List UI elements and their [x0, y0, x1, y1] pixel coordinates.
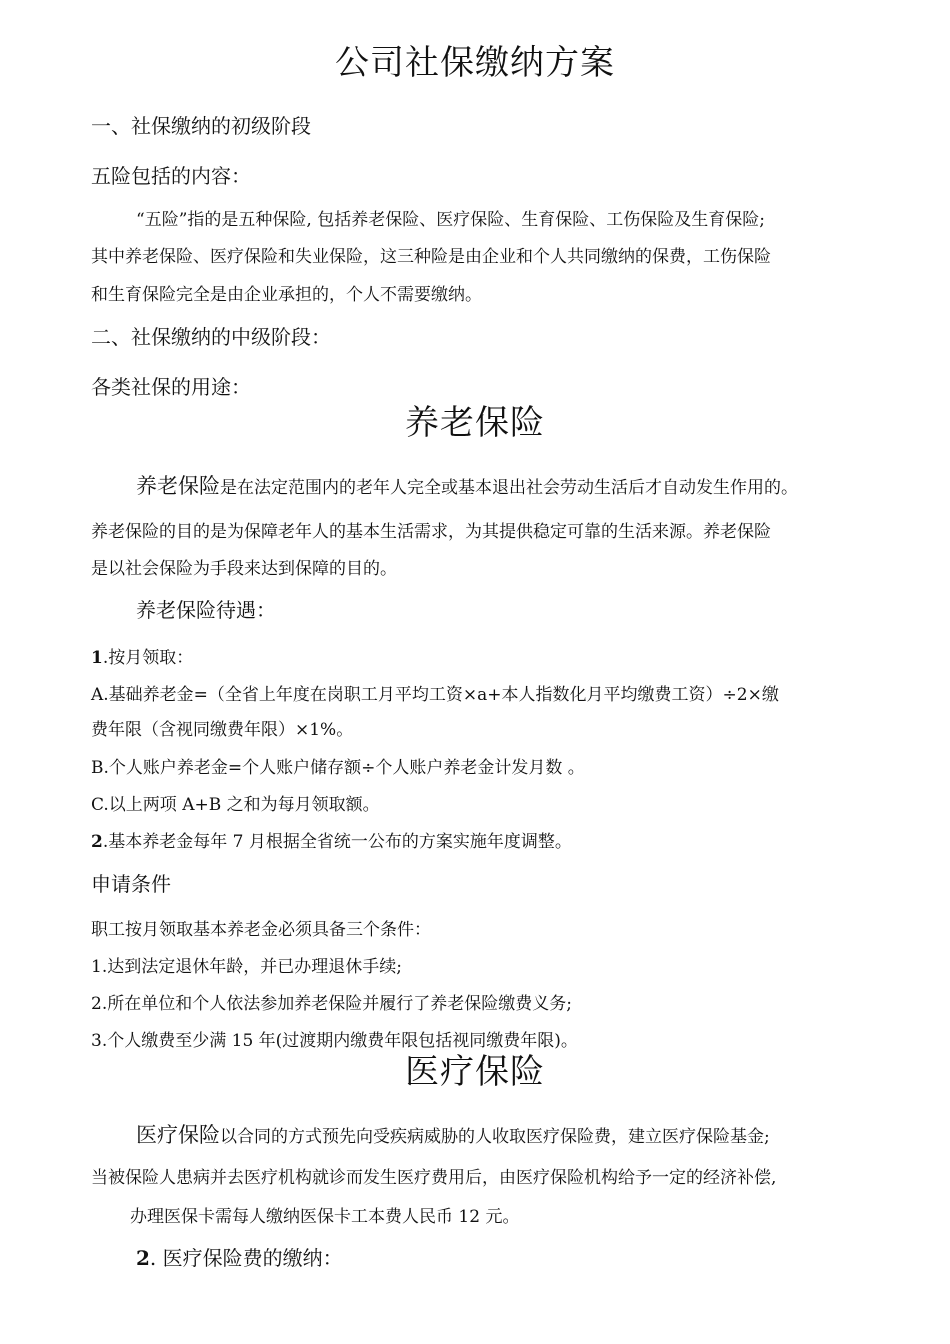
- five-insurances-line-2: 其中养老保险、医疗保险和失业保险，这三种险是由企业和个人共同缴纳的保费，工伤保险: [91, 247, 771, 267]
- page-title: 公司社保缴纳方案: [335, 43, 615, 83]
- pension-item-2-number: 2: [91, 832, 103, 852]
- conditions-heading: 申请条件: [91, 872, 171, 896]
- pension-formula-a-line-1: A.基础养老金=（全省上年度在岗职工月平均工资×a+本人指数化月平均缴费工资）÷2×缴: [91, 685, 779, 705]
- medical-section-title: 医疗保险: [405, 1052, 545, 1092]
- medical-item-2: [136, 1248, 343, 1268]
- section-2-heading: 二、社保缴纳的中级阶段：: [91, 325, 331, 349]
- pension-formula-a-line-2: 费年限（含视同缴费年限）×1%。: [91, 720, 354, 740]
- pension-lead-term: 养老保险: [136, 474, 220, 498]
- pension-item-1-text: .按月领取：: [102, 648, 194, 668]
- pension-para-line-2: 养老保险的目的是为保障老年人的基本生活需求，为其提供稳定可靠的生活来源。养老保险: [91, 522, 771, 542]
- condition-2: 2.所在单位和个人依法参加养老保险并履行了养老保险缴费义务;: [91, 994, 572, 1014]
- five-insurances-line-1: “五险”指的是五种保险, 包括养老保险、医疗保险、生育保险、工伤保险及生育保险;: [136, 210, 765, 230]
- conditions-intro: 职工按月领取基本养老金必须具备三个条件：: [91, 920, 431, 940]
- medical-para-line-2: 当被保险人患病并去医疗机构就诊而发生医疗费用后，由医疗保险机构给予一定的经济补偿,: [91, 1168, 777, 1188]
- medical-item-2-text: . 医疗保险费的缴纳：: [149, 1246, 343, 1270]
- pension-para-line-3: 是以社会保险为手段来达到保障的目的。: [91, 559, 397, 579]
- pension-item-1-number: 1: [91, 648, 103, 668]
- pension-item-2: [91, 834, 572, 851]
- pension-para-line-1: [136, 476, 798, 497]
- medical-para-line-3: 办理医保卡需每人缴纳医保卡工本费人民币 12 元。: [130, 1207, 520, 1227]
- pension-item-2-text: .基本养老金每年 7 月根据全省统一公布的方案实施年度调整。: [102, 832, 572, 852]
- usage-heading: 各类社保的用途：: [91, 375, 251, 399]
- section-1-heading: 一、社保缴纳的初级阶段: [91, 114, 311, 138]
- medical-para-line-1: [136, 1125, 770, 1146]
- condition-1: 1.达到法定退休年龄，并已办理退休手续;: [91, 957, 402, 977]
- pension-item-1: [91, 650, 193, 667]
- pension-formula-b: B.个人账户养老金=个人账户储存额÷个人账户养老金计发月数 。: [91, 758, 585, 778]
- medical-lead-term: 医疗保险: [136, 1123, 220, 1147]
- pension-section-title: 养老保险: [405, 403, 545, 443]
- medical-para-line-1-rest: 以合同的方式预先向受疾病威胁的人收取医疗保险费，建立医疗保险基金;: [220, 1127, 770, 1147]
- pension-para-line-1-rest: 是在法定范围内的老年人完全或基本退出社会劳动生活后才自动发生作用的。: [220, 478, 798, 498]
- five-insurances-heading: 五险包括的内容：: [91, 164, 251, 188]
- pension-benefit-heading: 养老保险待遇：: [136, 598, 276, 622]
- pension-formula-c: C.以上两项 A+B 之和为每月领取额。: [91, 795, 380, 815]
- condition-3: 3.个人缴费至少满 15 年(过渡期内缴费年限包括视同缴费年限)。: [91, 1031, 578, 1051]
- medical-item-2-number: 2: [136, 1246, 150, 1270]
- five-insurances-line-3: 和生育保险完全是由企业承担的，个人不需要缴纳。: [91, 285, 482, 305]
